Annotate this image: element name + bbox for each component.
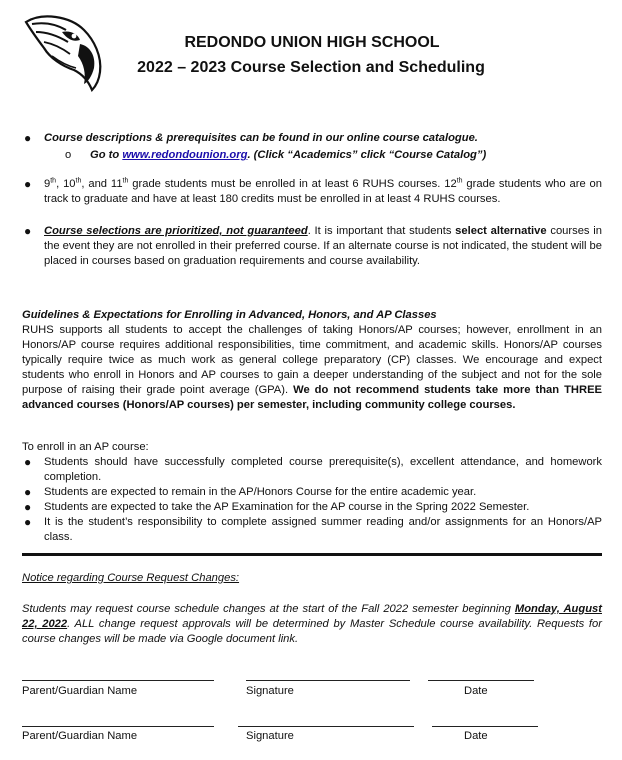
bullet-prioritized bbox=[22, 224, 602, 269]
ap-item bbox=[22, 500, 602, 515]
document-title bbox=[0, 33, 622, 79]
notice-text-2: . ALL change request approvals will be determined by Master Schedule course availability. Requests for course changes will be made via Google document link. bbox=[22, 618, 602, 645]
ap-section bbox=[22, 440, 602, 545]
guidelines-body: RUHS supports all students to accept the challenges of taking Honors/AP courses; however, enrollment in an Honors/AP course requires additional responsibilities, time commitment, and academic skills. Honors/AP courses typically require twice as much work as general college preparatory (CP) classes. We encourage and expect students who enroll in Honors and AP courses to gain a deeper understanding of the subject and not for the sole purpose of raising their grade point average (GPA). bbox=[22, 324, 602, 396]
notice-text-1: Students may request course schedule changes at the start of the Fall 2022 semester beginning bbox=[22, 603, 515, 615]
enrollment-text-1: grade students must be enrolled in at least 6 RUHS courses. bbox=[128, 178, 445, 190]
bullet-icon: ● bbox=[24, 224, 32, 238]
grade-12: 12 bbox=[444, 178, 457, 190]
school-name: REDONDO UNION HIGH SCHOOL bbox=[184, 34, 440, 51]
grade-suffix: th bbox=[122, 177, 129, 185]
bullet-icon: ● bbox=[24, 131, 32, 145]
signature-line[interactable] bbox=[246, 680, 410, 681]
prioritized-text-1: . It is important that students bbox=[307, 225, 456, 237]
select-alternative: select alternative bbox=[455, 225, 547, 237]
parent-name-label: Parent/Guardian Name bbox=[22, 685, 138, 697]
date-line[interactable] bbox=[428, 680, 534, 681]
school-website-link[interactable]: www.redondounion.org bbox=[122, 149, 248, 161]
ap-item bbox=[22, 515, 602, 545]
grade-suffix: th bbox=[50, 177, 57, 185]
catalogue-instructions: . (Click “Academics” click “Course Catalog”) bbox=[247, 149, 487, 161]
notice-body bbox=[22, 602, 602, 647]
notice-date: Monday, August 22, 2022 bbox=[22, 603, 602, 630]
grade-suffix: th bbox=[456, 177, 463, 185]
bullet-icon: ● bbox=[24, 455, 32, 469]
bullet-icon: ● bbox=[24, 177, 32, 191]
ap-item-text: Students are expected to remain in the AP/Honors Course for the entire academic year. bbox=[44, 486, 477, 498]
ap-item-text: Students should have successfully completed course prerequisite(s), excellent attendance, and homework completion. bbox=[44, 456, 602, 483]
prioritized-lead: Course selections are prioritized, not guaranteed bbox=[44, 225, 308, 237]
ap-intro: To enroll in an AP course: bbox=[22, 441, 149, 453]
enrollment-text-2: grade students who are on track to graduate and have at least 180 credits must be enrolled in at least 4 RUHS courses. bbox=[44, 178, 602, 205]
parent-name-line[interactable] bbox=[22, 726, 214, 727]
catalogue-text: Course descriptions & prerequisites can be found in our online course catalogue. bbox=[44, 132, 478, 144]
ap-item-text: It is the student’s responsibility to complete assigned summer reading and/or assignments for an Honors/AP class. bbox=[44, 516, 602, 543]
bullet-icon: ● bbox=[24, 500, 32, 514]
notice-heading: Notice regarding Course Request Changes: bbox=[22, 572, 240, 584]
parent-name-line[interactable] bbox=[22, 680, 214, 681]
grade-10: 10 bbox=[63, 178, 76, 190]
date-label: Date bbox=[464, 730, 488, 742]
section-divider bbox=[22, 553, 602, 556]
date-line[interactable] bbox=[432, 726, 538, 727]
signature-line[interactable] bbox=[238, 726, 414, 727]
grade-9: 9 bbox=[44, 178, 51, 190]
guidelines-heading: Guidelines & Expectations for Enrolling in Advanced, Honors, and AP Classes bbox=[22, 309, 437, 321]
grade-suffix: th bbox=[75, 177, 82, 185]
signature-label: Signature bbox=[246, 685, 294, 697]
ap-item bbox=[22, 485, 602, 500]
date-label: Date bbox=[464, 685, 488, 697]
guidelines-section bbox=[22, 308, 602, 413]
guidelines-bold-note: We do not recommend students take more than THREE advanced courses (Honors/AP courses) per semester, including community college courses. bbox=[22, 384, 602, 411]
ap-item bbox=[22, 455, 602, 485]
page-title: 2022 – 2023 Course Selection and Scheduling bbox=[137, 59, 485, 76]
catalogue-goto: Go to bbox=[90, 149, 123, 161]
prioritized-text-2: courses in the event they are not enrolled in their preferred course. If an alternate course is not indicated, the student will be placed in courses based on graduation requirements and course availability. bbox=[44, 225, 602, 267]
sub-bullet-icon: o bbox=[65, 149, 72, 161]
ap-item-text: Students are expected to take the AP Examination for the AP course in the Spring 2022 Semester. bbox=[44, 501, 530, 513]
bullet-catalogue bbox=[22, 131, 602, 163]
notice-heading-block bbox=[22, 571, 602, 586]
signature-label: Signature bbox=[246, 730, 294, 742]
bullet-icon: ● bbox=[24, 485, 32, 499]
parent-name-label: Parent/Guardian Name bbox=[22, 730, 138, 742]
bullet-icon: ● bbox=[24, 515, 32, 529]
grade-11: 11 bbox=[110, 178, 123, 190]
bullet-enrollment: ● 9th, 10th, and 11th grade students must be enrolled in at least 6 RUHS courses. 12th grade students who are on track to graduate and have at least 180 credits must be enrolled in at least 4 RUHS courses. bbox=[24, 177, 602, 205]
